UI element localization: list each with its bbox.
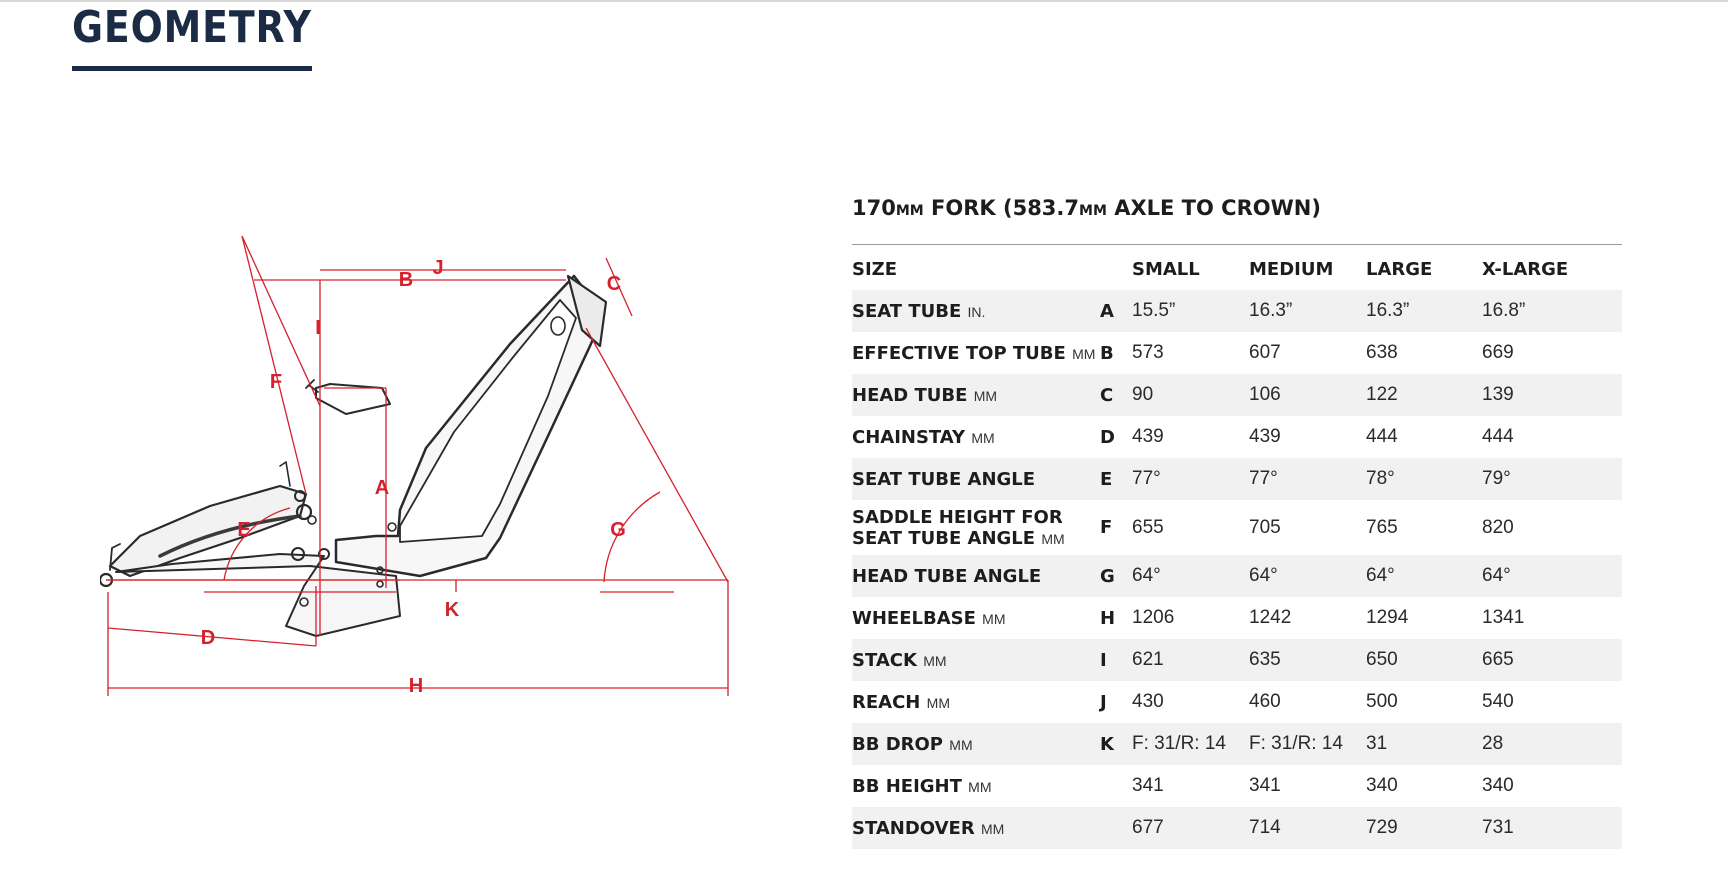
- row-value-large: 340: [1366, 775, 1398, 796]
- row-dimension-letter: F: [1100, 517, 1113, 538]
- row-value-xlarge: 820: [1482, 516, 1514, 538]
- row-unit: MM: [980, 820, 1005, 837]
- dim-label-k: K: [444, 599, 460, 621]
- row-label: [852, 765, 1100, 807]
- header-size-medium: MEDIUM: [1249, 258, 1334, 280]
- row-label-text: REACH: [852, 691, 921, 713]
- dim-label-i: I: [315, 317, 321, 339]
- row-unit: MM: [1072, 345, 1096, 362]
- row-value-xlarge: 669: [1482, 342, 1514, 363]
- row-label-text: CHAINSTAY: [852, 426, 966, 448]
- row-value-medium: F: 31/R: 14: [1249, 733, 1343, 754]
- row-dimension-letter: E: [1100, 468, 1113, 490]
- row-value-large: 122: [1366, 384, 1398, 405]
- row-label-text: SEAT TUBE: [852, 300, 962, 322]
- row-label: [852, 290, 1100, 332]
- dim-label-a: A: [374, 477, 390, 499]
- dim-label-f: F: [269, 371, 283, 393]
- row-dimension-letter: J: [1100, 691, 1107, 713]
- row-value-large: 1294: [1366, 607, 1409, 628]
- row-value-medium: 341: [1249, 775, 1281, 796]
- row-unit: MM: [973, 387, 998, 404]
- row-value-xlarge: 540: [1482, 691, 1514, 712]
- row-value-small: 341: [1132, 775, 1164, 796]
- row-value-xlarge: 79°: [1482, 468, 1511, 489]
- row-value-xlarge: 731: [1482, 817, 1514, 838]
- row-value-small: 1206: [1132, 607, 1175, 628]
- row-value-large: 16.3”: [1366, 300, 1410, 321]
- dim-label-h: H: [408, 675, 424, 697]
- row-value-small: 439: [1132, 426, 1164, 447]
- table-row: [852, 458, 1622, 500]
- geometry-table: [852, 248, 1622, 849]
- row-unit: MM: [1041, 530, 1065, 547]
- dimension-lines: [106, 236, 728, 696]
- row-dimension-letter: [1100, 765, 1132, 807]
- row-unit: MM: [923, 652, 947, 669]
- row-label-text-line2: SEAT TUBE ANGLE: [852, 527, 1036, 549]
- row-value-medium: 705: [1249, 516, 1281, 538]
- row-unit: MM: [971, 429, 995, 446]
- dim-label-b: B: [398, 269, 414, 291]
- row-dimension-letter: [1100, 807, 1132, 849]
- table-row: [852, 723, 1622, 765]
- row-value-large: 729: [1366, 817, 1398, 838]
- row-value-small: 90: [1132, 384, 1154, 405]
- row-value-large: 78°: [1366, 468, 1395, 489]
- row-label: [852, 374, 1100, 416]
- row-value-medium: 635: [1249, 649, 1281, 670]
- table-row: [852, 555, 1622, 597]
- dim-label-d: D: [200, 627, 216, 649]
- row-value-medium: 106: [1249, 384, 1281, 405]
- row-value-medium: 77°: [1249, 468, 1278, 489]
- row-value-xlarge: 665: [1482, 649, 1514, 670]
- table-row: [852, 416, 1622, 458]
- header-size-xlarge: X-LARGE: [1482, 258, 1569, 280]
- heading-rule: [852, 244, 1622, 245]
- dim-label-e: E: [237, 519, 251, 541]
- row-label: [852, 807, 1100, 849]
- table-row: [852, 639, 1622, 681]
- row-unit: IN.: [967, 303, 986, 320]
- row-label-text: SEAT TUBE ANGLE: [852, 468, 1036, 490]
- row-dimension-letter: H: [1100, 607, 1116, 629]
- table-row: [852, 500, 1622, 555]
- row-dimension-letter: C: [1100, 384, 1114, 406]
- header-size-small: SMALL: [1132, 258, 1200, 280]
- row-value-xlarge: 340: [1482, 775, 1514, 796]
- row-label-text: HEAD TUBE: [852, 384, 968, 406]
- row-dimension-letter: B: [1100, 342, 1114, 364]
- row-dimension-letter: D: [1100, 426, 1115, 448]
- row-value-medium: 460: [1249, 691, 1281, 712]
- row-value-xlarge: 16.8”: [1482, 300, 1526, 321]
- row-value-xlarge: 139: [1482, 384, 1514, 405]
- row-label-text: BB DROP: [852, 733, 944, 755]
- row-value-small: F: 31/R: 14: [1132, 733, 1226, 754]
- row-value-medium: 64°: [1249, 565, 1278, 586]
- row-label: [852, 639, 1100, 681]
- row-value-small: 430: [1132, 691, 1164, 712]
- row-value-large: 500: [1366, 691, 1398, 712]
- bike-frame-drawing: [100, 276, 606, 636]
- row-label: [852, 332, 1100, 374]
- row-value-large: 650: [1366, 649, 1398, 670]
- row-unit: MM: [926, 694, 950, 711]
- table-row: [852, 374, 1622, 416]
- row-value-xlarge: 64°: [1482, 565, 1511, 586]
- table-row: [852, 807, 1622, 849]
- row-value-medium: 607: [1249, 342, 1281, 363]
- row-value-small: 15.5”: [1132, 300, 1176, 321]
- row-value-large: 765: [1366, 516, 1398, 538]
- row-value-xlarge: 444: [1482, 426, 1514, 447]
- table-header-row: [852, 248, 1622, 290]
- header-size-large: LARGE: [1366, 258, 1433, 280]
- header-letter-spacer: [1100, 248, 1132, 290]
- row-label-text: STACK: [852, 649, 917, 671]
- page-title: GEOMETRY: [72, 2, 312, 53]
- row-label-text: WHEELBASE: [852, 607, 976, 629]
- row-value-medium: 439: [1249, 426, 1281, 447]
- row-value-small: 64°: [1132, 565, 1161, 586]
- row-value-small: 573: [1132, 342, 1164, 363]
- row-value-small: 621: [1132, 649, 1164, 670]
- row-label: [852, 458, 1100, 500]
- table-row: [852, 290, 1622, 332]
- row-dimension-letter: K: [1100, 733, 1114, 755]
- row-value-xlarge: 1341: [1482, 607, 1525, 628]
- row-label-text: BB HEIGHT: [852, 775, 962, 797]
- table-row: [852, 681, 1622, 723]
- row-dimension-letter: I: [1100, 649, 1107, 671]
- dim-label-j: J: [432, 257, 444, 279]
- row-value-large: 64°: [1366, 565, 1395, 586]
- row-value-large: 444: [1366, 426, 1398, 447]
- title-underline: [72, 66, 312, 71]
- row-label-text: SADDLE HEIGHT FOR: [852, 506, 1063, 528]
- row-unit: MM: [949, 736, 973, 753]
- row-label: [852, 597, 1100, 639]
- table-heading: 170MM FORK (583.7MM AXLE TO CROWN): [852, 196, 1321, 220]
- row-value-small: 677: [1132, 817, 1164, 838]
- row-dimension-letter: G: [1100, 565, 1115, 587]
- table-row: [852, 765, 1622, 807]
- row-value-medium: 1242: [1249, 607, 1292, 628]
- row-label-text: EFFECTIVE TOP TUBE: [852, 342, 1066, 364]
- row-unit: MM: [982, 610, 1006, 627]
- frame-geometry-diagram: [100, 236, 740, 706]
- dim-label-g: G: [610, 519, 626, 541]
- row-label: [852, 555, 1100, 597]
- row-value-medium: 16.3”: [1249, 300, 1293, 321]
- row-dimension-letter: A: [1100, 300, 1114, 322]
- row-value-medium: 714: [1249, 817, 1281, 838]
- row-label-text: STANDOVER: [852, 817, 975, 839]
- row-label-text: HEAD TUBE ANGLE: [852, 565, 1042, 587]
- row-value-xlarge: 28: [1482, 733, 1504, 754]
- row-value-small: 77°: [1132, 468, 1161, 489]
- row-unit: MM: [968, 778, 992, 795]
- dim-label-c: C: [606, 273, 622, 295]
- row-value-large: 31: [1366, 733, 1388, 754]
- row-value-small: 655: [1132, 516, 1164, 538]
- header-size-label: SIZE: [852, 258, 898, 280]
- table-row: [852, 597, 1622, 639]
- row-label: [852, 681, 1100, 723]
- table-row: [852, 332, 1622, 374]
- row-label: [852, 723, 1100, 765]
- row-value-large: 638: [1366, 342, 1398, 363]
- row-label: [852, 500, 1100, 555]
- row-label: [852, 416, 1100, 458]
